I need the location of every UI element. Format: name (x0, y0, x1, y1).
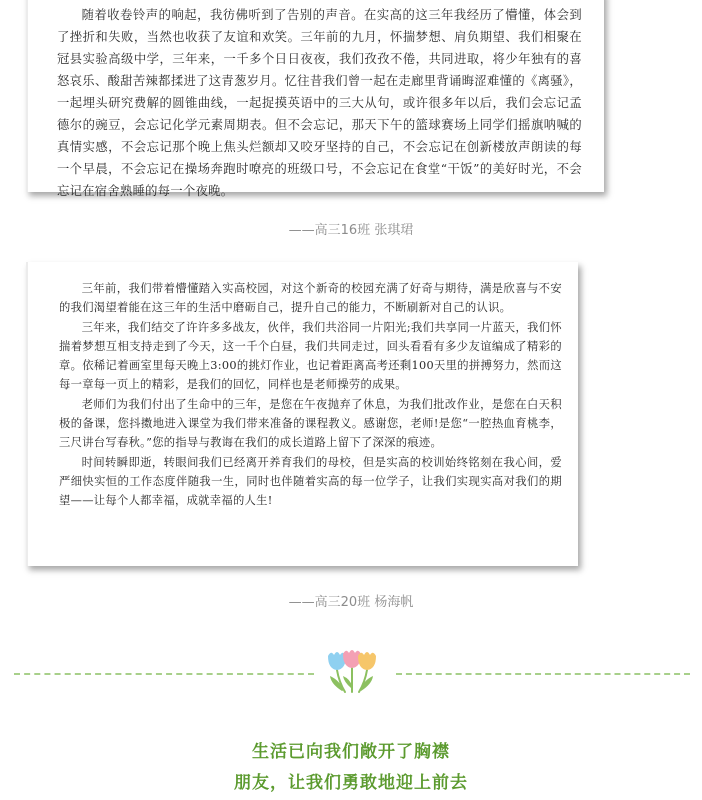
letter2-paragraph: 三年前，我们带着懵懂踏入实高校园，对这个新奇的校园充满了好奇与期待，满是欣喜与不安的我们渴望着能在这三年的生活中磨砺自己，提升自己的能力，不断刷新对自己的认识。 (59, 282, 562, 315)
closing-line-2: 朋友，让我们勇敢地迎上前去 (234, 773, 468, 793)
tulips-icon (315, 648, 387, 694)
letter-card-1 (26, 0, 604, 198)
letter1-paragraph: 随着收卷铃声的响起，我彷佛听到了告别的声音。在实高的这三年我经历了懵懂，体会到了挫折和失败，当然也收获了友谊和欢笑。三年前的九月，怀揣梦想、肩负期望、我们相聚在冠县实验高级中学，三年来，一千多个日日夜夜，我们孜孜不倦，共同进取，将少年独有的喜怒哀乐、酸甜苦辣都揉进了这青葱岁月。忆往昔我们曾一起在走廊里背诵晦涩难懂的《离骚》，一起埋头研究费解的圆锥曲线，一起捉摸英语中的三大从句，或许很多年以后，我们会忘记孟德尔的豌豆，会忘记化学元素周期表。但不会忘记，那天下午的篮球赛场上同学们摇旗呐喊的真情实感，不会忘记那个晚上焦头烂额却又咬牙坚持的自己，不会忘记在创新楼放声朗读的每一个早晨，不会忘记在操场奔跑时嘹亮的班级口号，不会忘记在食堂“干饭”的美好时光，不会忘记在宿舍熟睡的每一个夜晚。 (57, 8, 582, 198)
letter2-signature: ——高三20班 杨海帆 (288, 595, 414, 610)
closing-line-1: 生活已向我们敞开了胸襟 (252, 742, 450, 762)
letter1-signature: ——高三16班 张琪珺 (288, 223, 414, 238)
letter2-paragraph: 三年来，我们结交了许许多多战友，伙伴，我们共浴同一片阳光;我们共享同一片蓝天，我们怀揣着梦想互相支持走到了今天，这一千个白昼，我们共同走过，回头看看有多少友谊编成了精彩的章。依稀记着画室里每天晚上3:00的挑灯作业，也记着距离高考还剩100天里的拼搏努力，然而这每一章每一页上的精彩，是我们的回忆，同样也是老师操劳的成果。 (59, 320, 562, 392)
dashed-divider-right (396, 673, 690, 675)
letter2-paragraph: 时间转瞬即逝，转眼间我们已经离开养育我们的母校，但是实高的校训始终铭刻在我心间，爱严细快实恒的工作态度伴随我一生，同时也伴随着实高的每一位学子，让我们实现实高对我们的期望——让每个人都幸福，成就幸福的人生! (59, 455, 562, 508)
letter2-paragraph: 老师们为我们付出了生命中的三年，是您在午夜抛弃了休息，为我们批改作业，是您在白天积极的备课，您抖擞地进入课堂为我们带来准备的课程教义。感谢您，老师!是您“一腔热血育桃李，三尺讲台写春秋。”您的指导与教诲在我们的成长道路上留下了深深的痕迹。 (59, 397, 562, 450)
dashed-divider-left (14, 673, 314, 675)
letter-card-2 (26, 262, 578, 566)
